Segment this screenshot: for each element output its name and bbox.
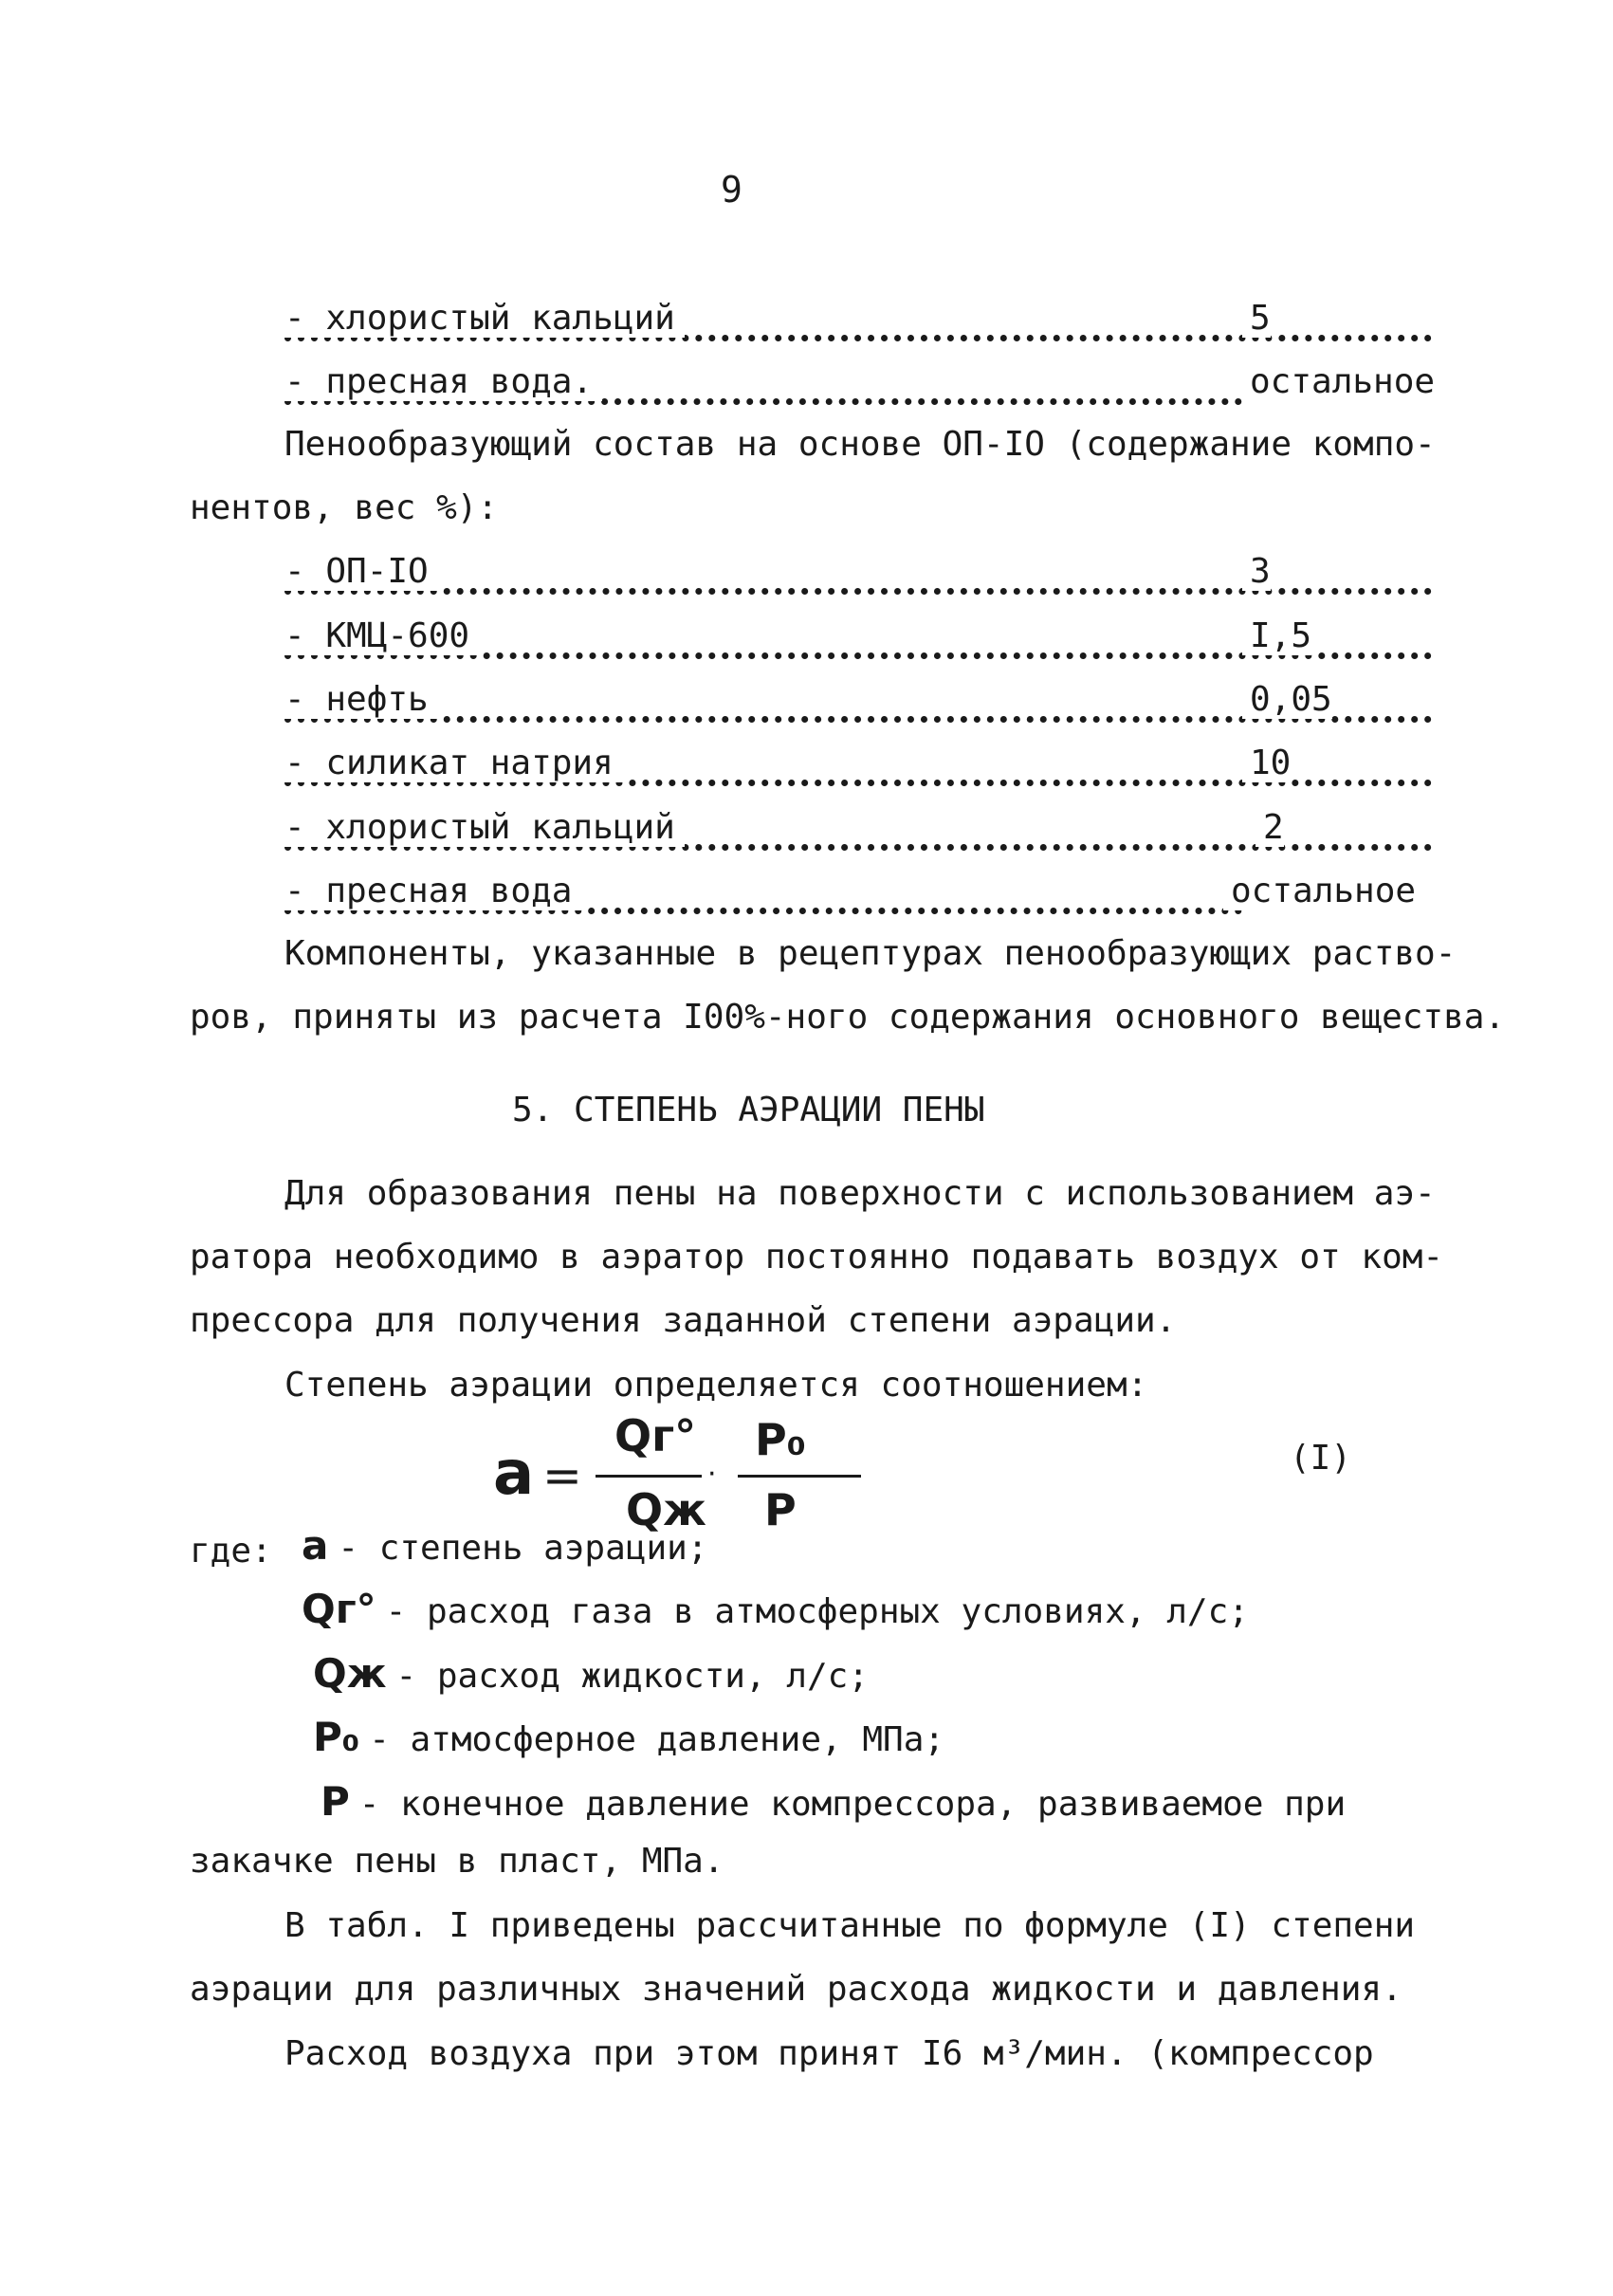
where-item — [313, 1714, 944, 1760]
paragraph-line: В табл. I приведены рассчитанные по формуле (I) степени — [284, 1906, 1416, 1945]
paragraph-line: Пенообразующий состав на основе ОП-IO (содержание компо- — [284, 425, 1436, 464]
list-item — [284, 744, 1432, 793]
formula-denominator-liquid: Qж — [626, 1484, 706, 1535]
where-item — [302, 1522, 707, 1569]
item-value: 2 — [1256, 808, 1284, 847]
paragraph-line: закачке пены в пласт, МПа. — [190, 1842, 724, 1881]
where-symbol: a — [302, 1522, 329, 1569]
where-text: - степень аэрации; — [338, 1529, 708, 1568]
formula-equals: = — [542, 1448, 582, 1503]
paragraph-line: Расход воздуха при этом принят I6 м³/мин. (компрессор — [284, 2034, 1374, 2073]
item-label: - хлористый кальций — [284, 808, 685, 847]
where-item — [302, 1586, 1249, 1632]
paragraph-line: аэрации для различных значений расхода жидкости и давления. — [190, 1970, 1402, 2009]
item-label: - хлористый кальций — [284, 299, 685, 338]
list-item — [284, 680, 1432, 729]
item-label: - пресная вода. — [284, 362, 602, 401]
paragraph-line: Компоненты, указанные в рецептурах пенообразующих раство- — [284, 934, 1457, 973]
item-value: остальное — [1242, 362, 1435, 401]
where-text: - конечное давление компрессора, развиваемое при — [358, 1785, 1347, 1824]
paragraph-line: прессора для получения заданной степени аэрации. — [190, 1301, 1177, 1340]
item-value: 3 — [1242, 552, 1271, 591]
section-heading: 5. СТЕПЕНЬ АЭРАЦИИ ПЕНЫ — [512, 1091, 985, 1130]
list-item — [284, 362, 1436, 412]
formula-denominator-pressure: P — [764, 1484, 797, 1535]
where-symbol: Qг° — [302, 1586, 376, 1632]
item-label: - нефть — [284, 680, 438, 719]
list-item — [284, 299, 1432, 348]
item-value: 0,05 — [1242, 680, 1332, 719]
item-label: - пресная вода — [284, 872, 581, 910]
list-item — [284, 552, 1432, 601]
item-label: - ОП-IO — [284, 552, 438, 591]
item-label: - КМЦ-600 — [284, 616, 479, 655]
paragraph-line: нентов, вес %): — [190, 488, 499, 527]
where-symbol: Qж — [313, 1650, 387, 1697]
where-symbol: P₀ — [313, 1714, 360, 1760]
where-label: где: — [190, 1532, 272, 1570]
page-number: 9 — [721, 169, 742, 211]
where-symbol: P — [321, 1778, 350, 1825]
paragraph-line: ратора необходимо в аэратор постоянно подавать воздух от ком- — [190, 1238, 1444, 1277]
where-item — [313, 1650, 869, 1697]
formula-lhs: a — [493, 1439, 535, 1509]
list-item — [284, 808, 1432, 857]
formula-multiply: · — [707, 1458, 717, 1491]
item-value: остальное — [1223, 872, 1416, 910]
where-item — [321, 1778, 1346, 1825]
where-text: - расход жидкости, л/с; — [395, 1657, 869, 1696]
paragraph-line: Для образования пены на поверхности с использованием аэ- — [284, 1174, 1436, 1213]
item-label: - силикат натрия — [284, 744, 623, 782]
list-item — [284, 616, 1432, 666]
formula-numerator-pressure: P₀ — [755, 1414, 806, 1465]
fraction-bar — [738, 1475, 861, 1478]
equation-number: (I) — [1290, 1439, 1352, 1478]
fraction-bar — [596, 1475, 702, 1478]
where-text: - атмосферное давление, МПа; — [369, 1720, 945, 1759]
paragraph-line: ров, приняты из расчета I00%-ного содержания основного вещества. — [190, 998, 1506, 1037]
item-value: 5 — [1242, 299, 1271, 338]
item-value: I,5 — [1242, 616, 1311, 655]
list-item — [284, 872, 1432, 921]
item-value: 10 — [1242, 744, 1291, 782]
where-text: - расход газа в атмосферных условиях, л/с; — [385, 1592, 1249, 1631]
formula-numerator-gas: Qг° — [614, 1410, 697, 1461]
paragraph-line: Степень аэрации определяется соотношением: — [284, 1366, 1148, 1405]
